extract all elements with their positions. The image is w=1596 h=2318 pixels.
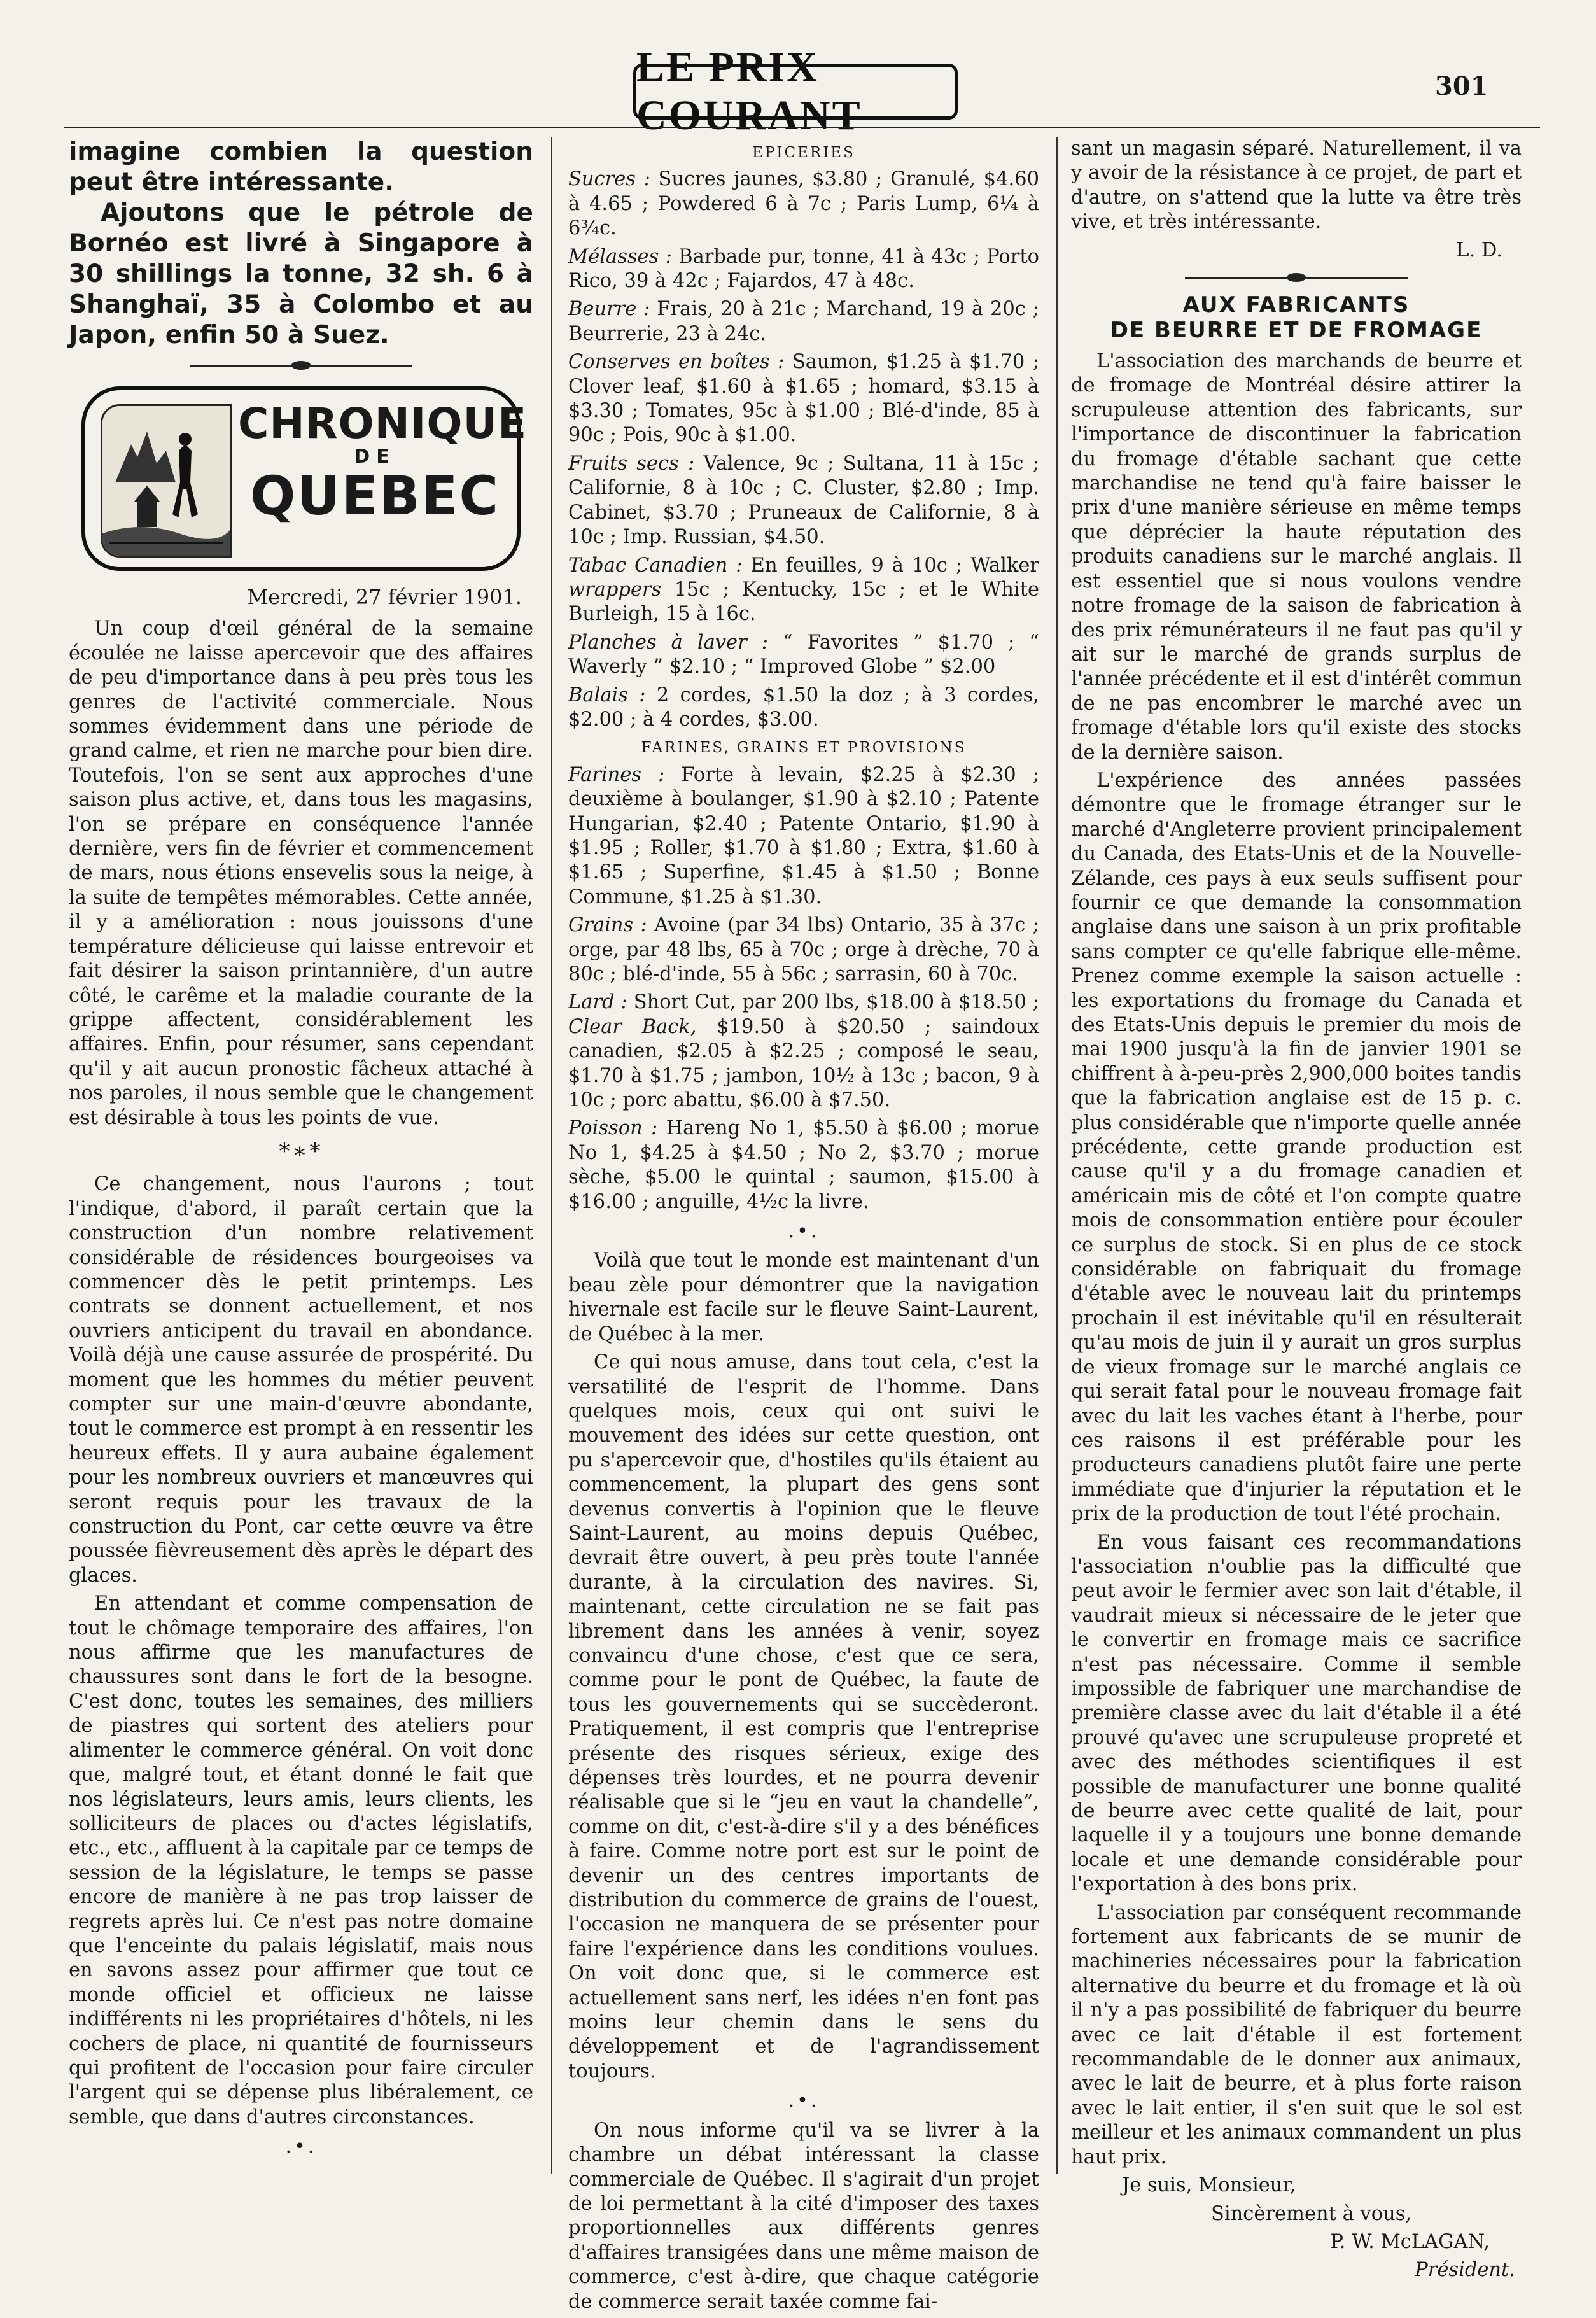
entry-text: Sucres jaunes, $3.80 ; Granulé, $4.60 à 4.65 ; Powdered 6 à 7c ; Paris Lump, 6¼ à 6¾c. <box>568 168 1039 240</box>
paragraph: Voilà que tout le monde est maintenant d'un beau zèle pour démontrer que la navigation hivernale est facile sur le fleuve Saint-Laurent, de Québec à la mer. <box>568 1249 1039 1345</box>
ornament-dots: .•. <box>285 2135 317 2158</box>
entry-label: Balais : <box>568 684 646 706</box>
entry-text: Frais, 20 à 21c ; Marchand, 19 à 20c ; Beurrerie, 23 à 24c. <box>568 298 1039 345</box>
paragraph: On nous informe qu'il va se livrer à la chambre un débat intéressant la classe commerciale de Québec. Il s'agirait d'un projet de loi permettant à la cité d'imposer des taxes proportionnelles aux différents genres d'affaires transigées dans une même maison de commerce, c'est à-dire, que chaque catégorie de commerce serait taxée comme fai- <box>568 2119 1039 2313</box>
price-entry-sucres <box>568 167 1039 241</box>
section-separator <box>1071 268 1522 287</box>
article-title-line-2: DE BEURRE ET DE FROMAGE <box>1110 318 1483 344</box>
chronique-title <box>238 399 528 527</box>
entry-text: $19.50 à $20.50 ; saindoux canadien, $2.05 à $2.25 ; composé le seau, $1.70 à $1.75 ; jambon, 10½ à 13c ; bacon, 9 à 10c ; porc abattu, $6.00 à $7.50. <box>568 1015 1039 1112</box>
asterism: *∗* <box>279 1138 323 1164</box>
lead-paragraph-1: imagine combien la question peut être intéressante. <box>69 137 533 197</box>
ornament-dots: .•. <box>788 1220 820 1243</box>
column-2 <box>568 137 1039 2318</box>
paragraph-continued: sant un magasin séparé. Naturellement, il va y avoir de la résistance à ce projet, de part et d'autre, on s'attend que la lutte va être très vive, et très intéressante. <box>1071 137 1522 234</box>
signature-block <box>1071 2174 1522 2283</box>
entry-text: Saumon, $1.25 à $1.70 ; Clover leaf, $1.60 à $1.65 ; homard, $3.15 à $3.30 ; Tomates, 95c à $1.00 ; Blé-d'inde, 85 à 90c ; Pois, 90c à $1.00. <box>568 351 1039 447</box>
section-heading-farines: FARINES, GRAINS ET PROVISIONS <box>641 740 967 757</box>
price-entry-fruits <box>568 452 1039 550</box>
section-separator <box>69 356 533 375</box>
paragraph: En attendant et comme compensation de tout le chômage temporaire des affaires, l'on nous affirme que les manufactures de chaussures sont dans le fort de la besogne. C'est donc, toutes les semaines, des milliers de piastres qui sortent des ateliers pour alimenter le commerce général. On voit donc que, malgré tout, et étant donné le fait que nos législateurs, leurs amis, leurs clients, les solliciteurs de places ou d'actes législatifs, etc., etc., affluent à la capitale par ce temps de session de la législature, le temps se passe encore de manière à ne pas trop laisser de regrets après lui. Ce n'est pas notre domaine que l'enceinte du palais législatif, mais nous en savons assez pour affirmer que tout ce monde officiel et officieux ne laisse indifférents ni les propriétaires d'hôtels, ni les cochers de place, ni quantité de fournisseurs qui profitent de l'occasion pour faire circuler l'argent qui se dépense plus libéralement, ce semble, que dans d'autres circonstances. <box>69 1592 533 2128</box>
entry-text: Short Cut, par 200 lbs, $18.00 à $18.50 ; <box>627 991 1040 1014</box>
entry-text: Avoine (par 34 lbs) Ontario, 35 à 37c ; orge, par 48 lbs, 65 à 70c ; orge à drèche, 70 à 80c ; blé-d'inde, 55 à 56c ; sarrasin, 60 à 70c. <box>568 914 1039 985</box>
entry-label: Planches à laver : <box>568 631 769 654</box>
paragraph: L'association des marchands de beurre et de fromage de Montréal désire attirer la scrupuleuse attention des fabricants, sur l'importance de discontinuer la fabrication du fromage d'étable sachant que cette marchandise ne tend qu'à faire baisser le prix d'une manière sérieuse en même temps que déprécier la haute réputation des produits canadiens sur le marché anglais. Il est essentiel que si nous voulons vendre notre fromage de la saison de fabrication à des prix rémunérateurs il ne faut pas qu'il y ait sur le marché de grands surplus de l'année précédente et il est d'intérêt commun de ne pas encombrer le marché avec un fromage d'étable lors qu'il existe des stocks de la dernière saison. <box>1071 350 1522 764</box>
entry-label: Poisson : <box>568 1117 658 1140</box>
paragraph: L'expérience des années passées démontre que le fromage étranger sur le marché d'Angleterre provient principalement du Canada, des Etats-Unis et de la Nouvelle-Zélande, ces pays à eux seuls suffisent pour fournir ce que demande la consommation anglaise dans une saison à un prix profitable sans compter ce qu'elle fabrique elle-même. Prenez comme exemple la saison actuelle : les exportations du fromage du Canada et des Etats-Unis depuis le premier du mois de mai 1900 jusqu'à la fin de janvier 1901 se chiffrent à à-peu-près 2,900,000 boites tandis que la fabrication anglaise est de 15 p. c. plus considérable que n'importe quelle année précédente, cette grande production est cause qu'il y a du fromage canadien et américain mis de côté et l'on compte quatre mois de consommation entière pour écouler ce surplus de stock. Si en plus de ce stock considérable on fabriquait du fromage d'étable avec le nouveau lait du printemps prochain il est inévitable qu'il en résulterait qu'au mois de juin il y aurait un gros surplus de vieux fromage sur le marché anglais ce qui serait fatal pour le nouveau fromage fait avec du lait les vaches étant à l'herbe, pour ces raisons il est préférable pour les producteurs canadiens plutôt faire une perte immédiate que d'injurier la réputation et le prix de la production de tout l'été prochain. <box>1071 769 1522 1526</box>
entry-label: Sucres : <box>568 168 650 191</box>
column-1 <box>69 137 533 2165</box>
paragraph: Ce qui nous amuse, dans tout cela, c'est la versatilité de l'esprit de l'homme. Dans quelques mois, ceux qui ont suivi le mouvement des idées sur cette question, ont pu s'apercevoir que, d'hostiles qu'ils étaient au commencement, la plupart des gens sont devenus convertis à l'opinion que le fleuve Saint-Laurent, au moins depuis Québec, devrait être ouvert, à peu près toute l'année durante, à la circulation des navires. Si, maintenant, cette circulation ne se fait pas librement dans les années à venir, soyez convaincu d'une chose, c'est que ce sera, comme pour le pont de Québec, la faute de tous les gouvernements qui se succèderont. Pratiquement, il est compris que l'entreprise présente des risques sérieux, exige des dépenses très lourdes, et ne pourra devenir réalisable que si le “jeu en vaut la chandelle”, comme on dit, c'est-à-dire s'il y a des bénéfices à faire. Comme notre port est sur le point de devenir un des centres importants de distribution du commerce de grains de l'ouest, l'occasion ne manquera de se présenter pour faire l'expérience dans les conditions voulues. On voit donc que, si le commerce est actuellement sans nerf, les idées n'en font pas moins leur chemin dans le sens du développement et de l'agrandissement toujours. <box>568 1351 1039 2083</box>
article-title-line-1: AUX FABRICANTS <box>1182 292 1410 318</box>
section-heading-epiceries: EPICERIES <box>752 144 855 161</box>
newspaper-logo: LE PRIX COURANT <box>633 64 958 120</box>
lead-text <box>69 137 533 351</box>
entry-text-italic: Clear Back, <box>568 1015 697 1038</box>
article-title <box>1071 292 1522 343</box>
column-divider-2 <box>1056 137 1058 2174</box>
author-initials: L. D. <box>1456 239 1502 262</box>
paragraph: L'association par conséquent recommande fortement aux fabricants de se munir de machineries nécessaires pour la fabrication alternative du beurre et du fromage et là où il n'y a pas possibilité de fabriquer du beurre avec ce lait d'étable il est fortement recommandable de le donner aux animaux, avec le lait de beurre, et à plus forte raison avec le lait entier, il s'en suit que le sol est meilleur et les animaux commandent un plus haut prix. <box>1071 1901 1522 2168</box>
entry-text: Valence, 9c ; Sultana, 11 à 15c ; Californie, 8 à 10c ; C. Cluster, $2.80 ; Imp. Cabinet, $3.70 ; Pruneaux de Californie, 8 à 10c ; Imp. Russian, $4.50. <box>568 452 1039 549</box>
entry-text: “ Favorites ” $1.70 ; “ Waverly ” $2.10 ; “ Improved Globe ” $2.00 <box>568 631 1039 678</box>
entry-label: Fruits secs : <box>568 452 695 475</box>
price-entry-beurre <box>568 297 1039 346</box>
signer-name: P. W. McLAGAN, <box>1330 2230 1490 2253</box>
entry-text: 15c ; Kentucky, 15c ; et le White Burleigh, 15 à 16c. <box>568 578 1039 626</box>
price-entry-balais <box>568 684 1039 733</box>
entry-label: Lard : <box>568 991 627 1014</box>
column-divider-1 <box>551 137 552 2174</box>
price-entry-planches <box>568 631 1039 680</box>
signer-title: Président. <box>1415 2259 1515 2282</box>
price-entry-melasses <box>568 245 1039 294</box>
masthead <box>0 44 1596 139</box>
price-entry-poisson <box>568 1116 1039 1214</box>
price-entry-conserves <box>568 350 1039 448</box>
price-entry-farines <box>568 763 1039 910</box>
chronique-title-word: CHRONIQUE <box>238 399 528 448</box>
chronique-title-quebec: QUEBEC <box>249 465 500 527</box>
closing-line: Je suis, Monsieur, <box>1122 2174 1296 2197</box>
entry-label: Tabac Canadien : <box>568 554 743 577</box>
lead-paragraph-2: Ajoutons que le pétrole de Bornéo est livré à Singapore à 30 shillings la tonne, 32 sh. 6 à Shanghaï, 35 à Colombo et au Japon, enfin 50 à Suez. <box>69 199 533 349</box>
entry-text-italic: wrappers <box>568 578 662 601</box>
entry-text: Forte à levain, $2.25 à $2.30 ; deuxième à boulanger, $1.90 à $2.10 ; Patente Hungarian, $2.40 ; Patente Ontario, $1.90 à $1.95 ; Roller, $1.70 à $1.80 ; Extra, $1.60 à $1.65 ; Superfine, $1.45 à $1.50 ; Bonne Commune, $1.25 à $1.30. <box>568 763 1039 908</box>
entry-label: Mélasses : <box>568 245 672 268</box>
paragraph: Ce changement, nous l'aurons ; tout l'indique, d'abord, il paraît certain que la construction d'un nombre relativement considérable de résidences bourgeoises va commencer dès le petit printemps. Les contrats se donnent actuellement, et nos ouvriers anticipent du travail en abondance. Voilà déjà une cause assurée de prospérité. Du moment que les hommes du métier peuvent compter sur une main-d'œuvre abondante, tout le commerce est prompt à en ressentir les heureux effets. Il y aura aubaine également pour les nombreux ouvriers et manœuvres qui seront requis pour les travaux de la construction du Pont, car cette œuvre va être poussée fièvreusement dès après le départ des glaces. <box>69 1173 533 1587</box>
entry-label: Grains : <box>568 914 647 937</box>
closing-line: Sincèrement à vous, <box>1211 2202 1412 2225</box>
price-entry-grains <box>568 913 1039 987</box>
entry-label: Conserves en boîtes : <box>568 351 785 374</box>
page-number: 301 <box>1435 71 1488 101</box>
chronique-title-de: DE <box>354 446 396 468</box>
price-entry-tabac <box>568 554 1039 627</box>
entry-text: En feuilles, 9 à 10c ; Walker <box>742 554 1040 577</box>
entry-text: Barbade pur, tonne, 41 à 43c ; Porto Rico, 39 à 42c ; Fajardos, 47 à 48c. <box>568 245 1039 293</box>
article-date: Mercredi, 27 février 1901. <box>247 585 522 609</box>
chronique-quebec-banner <box>81 386 528 571</box>
paragraph: En vous faisant ces recommandations l'association n'oublie pas la difficulté que peut avoir le fermier avec son lait d'étable, il vaudrait mieux si nécessaire de le jeter que le convertir en fromage mais ce sacrifice n'est pas nécessaire. Comme il semble impossible de fabriquer une marchandise de première classe avec du lait d'étable il a été prouvé qu'avec une scrupuleuse propreté et avec des méthodes scientifiques il est possible de manufacturer une bonne qualité de beurre avec cette qualité de lait, pour laquelle il y a toujours une bonne demande locale et une demande considérable pour l'exportation à des bons prix. <box>1071 1531 1522 1896</box>
header-rule <box>64 127 1540 129</box>
entry-label: Farines : <box>568 763 665 786</box>
column-3 <box>1071 137 1522 2287</box>
entry-label: Beurre : <box>568 298 650 321</box>
chronique-illustration <box>101 404 232 558</box>
paragraph: Un coup d'œil général de la semaine écoulée ne laisse apercevoir que des affaires de peu d'importance dans à peu près tous les genres de l'activité commerciale. Nous sommes évidemment dans une période de grand calme, et rien ne marche pour bien dire. Toutefois, l'on se sent aux approches d'une saison plus active, et, dans tous les magasins, l'on se prépare en conséquence l'année dernière, vers fin de février et commencement de mars, nous étions ensevelis sous la neige, à la suite de tempêtes mémorables. Cette année, il y a amélioration : nous jouissons d'une température délicieuse qui laisse entrevoir et fait désirer la saison printannière, d'un autre côté, le carême et la maladie courante de la grippe affectent, considérablement les affaires. Enfin, pour résumer, sans cependant qu'il y ait aucun pronostic fâcheux attaché à nos paroles, il nous semble que le changement est désirable à tous les points de vue. <box>69 617 533 1129</box>
ornament-dots: .•. <box>788 2090 820 2112</box>
entry-text: 2 cordes, $1.50 la doz ; à 3 cordes, $2.00 ; à 4 cordes, $3.00. <box>568 684 1039 731</box>
entry-text: Hareng No 1, $5.50 à $6.00 ; morue No 1, $4.25 à $4.50 ; No 2, $3.70 ; morue sèche, $5.00 le quintal ; saumon, $15.00 à $16.00 ; anguille, 4½c la livre. <box>568 1117 1040 1213</box>
price-entry-lard <box>568 990 1039 1113</box>
